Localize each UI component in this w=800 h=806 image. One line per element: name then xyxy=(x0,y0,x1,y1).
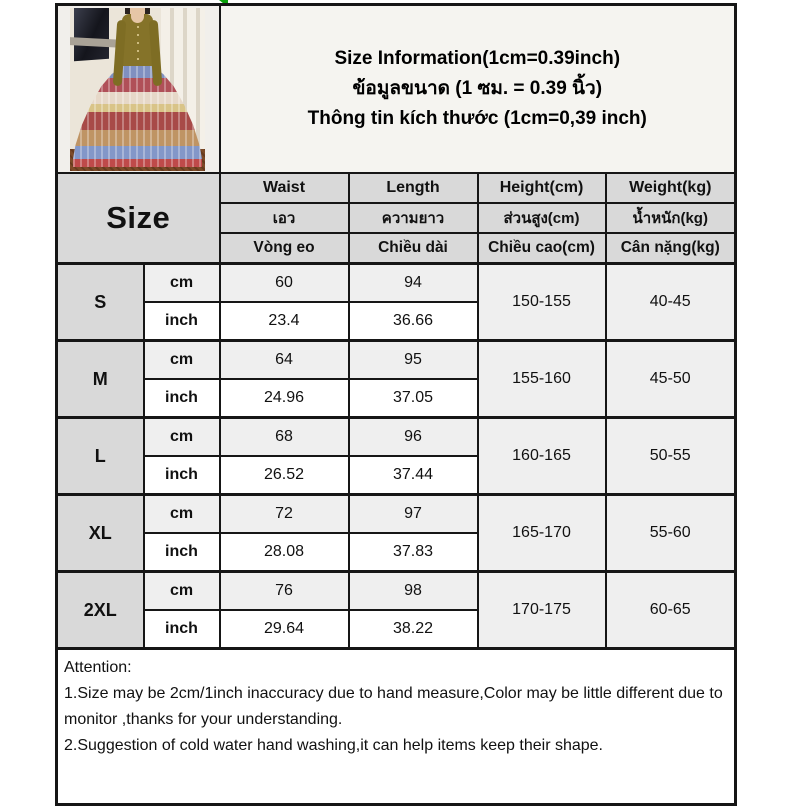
weight-range-value: 55-60 xyxy=(606,495,736,572)
attention-heading: Attention: xyxy=(64,659,132,676)
weight-range-value: 45-50 xyxy=(606,341,736,418)
waist-cm-value: 64 xyxy=(220,341,349,380)
unit-inch-label: inch xyxy=(144,456,220,495)
waist-cm-value: 68 xyxy=(220,418,349,457)
col-header-weight-vi: Cân nặng(kg) xyxy=(606,233,736,264)
weight-range-value: 60-65 xyxy=(606,572,736,649)
unit-inch-label: inch xyxy=(144,302,220,341)
weight-range-value: 40-45 xyxy=(606,264,736,341)
size-chart-sheet xyxy=(55,3,737,806)
button-placket-shape xyxy=(137,26,139,64)
length-inch-value: 37.05 xyxy=(349,379,478,418)
waist-cm-value: 60 xyxy=(220,264,349,303)
title-english: Size Information(1cm=0.39inch) xyxy=(334,48,621,69)
col-header-waist-vi: Vòng eo xyxy=(220,233,349,264)
size-label-xl: XL xyxy=(57,495,144,572)
col-header-weight-en: Weight(kg) xyxy=(606,173,736,203)
product-photo xyxy=(70,8,205,171)
weight-range-value: 50-55 xyxy=(606,418,736,495)
length-inch-value: 37.83 xyxy=(349,533,478,572)
size-label-2xl: 2XL xyxy=(57,572,144,649)
waist-inch-value: 29.64 xyxy=(220,610,349,649)
length-cm-value: 97 xyxy=(349,495,478,534)
col-header-length-th: ความยาว xyxy=(349,203,478,233)
size-label-l: L xyxy=(57,418,144,495)
length-cm-value: 96 xyxy=(349,418,478,457)
height-range-value: 150-155 xyxy=(478,264,606,341)
unit-cm-label: cm xyxy=(144,418,220,457)
col-header-waist-en: Waist xyxy=(220,173,349,203)
size-label-m: M xyxy=(57,341,144,418)
waist-cm-value: 72 xyxy=(220,495,349,534)
length-inch-value: 36.66 xyxy=(349,302,478,341)
unit-cm-label: cm xyxy=(144,341,220,380)
waist-inch-value: 24.96 xyxy=(220,379,349,418)
unit-cm-label: cm xyxy=(144,495,220,534)
size-label-s: S xyxy=(57,264,144,341)
col-header-length-vi: Chiều dài xyxy=(349,233,478,264)
col-header-waist-th: เอว xyxy=(220,203,349,233)
title-thai: ข้อมูลขนาด (1 ซม. = 0.39 นิ้ว) xyxy=(352,78,603,99)
unit-inch-label: inch xyxy=(144,533,220,572)
height-range-value: 155-160 xyxy=(478,341,606,418)
height-range-value: 165-170 xyxy=(478,495,606,572)
unit-inch-label: inch xyxy=(144,610,220,649)
size-column-header: Size xyxy=(57,173,220,264)
col-header-height-en: Height(cm) xyxy=(478,173,606,203)
title-cell xyxy=(220,5,736,174)
product-photo-cell xyxy=(57,5,220,174)
title-vietnamese: Thông tin kích thước (1cm=0,39 inch) xyxy=(307,108,647,129)
col-header-weight-th: น้ำหนัก(kg) xyxy=(606,203,736,233)
unit-cm-label: cm xyxy=(144,572,220,611)
length-cm-value: 94 xyxy=(349,264,478,303)
attention-cell xyxy=(57,649,736,805)
attention-line-2: 2.Suggestion of cold water hand washing,it can help items keep their shape. xyxy=(64,737,603,754)
size-table xyxy=(55,3,737,806)
waist-inch-value: 28.08 xyxy=(220,533,349,572)
col-header-height-th: ส่วนสูง(cm) xyxy=(478,203,606,233)
length-inch-value: 38.22 xyxy=(349,610,478,649)
length-cm-value: 95 xyxy=(349,341,478,380)
length-inch-value: 37.44 xyxy=(349,456,478,495)
col-header-height-vi: Chiều cao(cm) xyxy=(478,233,606,264)
col-header-length-en: Length xyxy=(349,173,478,203)
unit-cm-label: cm xyxy=(144,264,220,303)
attention-line-1: 1.Size may be 2cm/1inch inaccuracy due to hand measure,Color may be little different due to monitor ,thanks for your understanding. xyxy=(64,685,723,728)
waist-cm-value: 76 xyxy=(220,572,349,611)
unit-inch-label: inch xyxy=(144,379,220,418)
length-cm-value: 98 xyxy=(349,572,478,611)
dark-window-shape xyxy=(74,8,109,61)
waist-inch-value: 26.52 xyxy=(220,456,349,495)
height-range-value: 160-165 xyxy=(478,418,606,495)
height-range-value: 170-175 xyxy=(478,572,606,649)
waist-inch-value: 23.4 xyxy=(220,302,349,341)
